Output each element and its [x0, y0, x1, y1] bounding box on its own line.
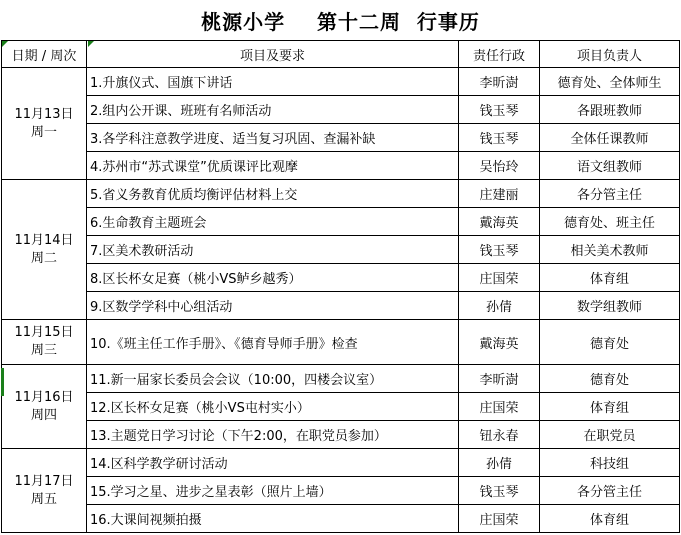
- leader-cell: 各分管主任: [540, 180, 680, 208]
- admin-cell: 李昕澍: [459, 68, 540, 96]
- table-row: [2, 365, 680, 393]
- admin-cell: 吴怡玲: [459, 152, 540, 180]
- leader-cell: 科技组: [540, 449, 680, 477]
- item-cell: 13.主题党日学习讨论（下午2:00，在职党员参加）: [87, 421, 459, 449]
- leader-cell: 体育组: [540, 393, 680, 421]
- comment-marker-icon: [2, 41, 8, 47]
- item-cell: 3.各学科注意教学进度、适当复习巩固、查漏补缺: [87, 124, 459, 152]
- table-row: [2, 208, 680, 236]
- leader-cell: 语文组教师: [540, 152, 680, 180]
- item-cell: 1.升旗仪式、国旗下讲话: [87, 68, 459, 96]
- admin-cell: 庄国荣: [459, 505, 540, 533]
- comment-marker-icon: [88, 41, 94, 47]
- schedule-table: [1, 40, 680, 533]
- leader-cell: 相关美术教师: [540, 236, 680, 264]
- leader-cell: 数学组教师: [540, 292, 680, 320]
- leader-cell: 德育处: [540, 365, 680, 393]
- date-cell-wed: [2, 320, 87, 365]
- table-row: [2, 292, 680, 320]
- item-cell: 7.区美术教研活动: [87, 236, 459, 264]
- leader-cell: 各分管主任: [540, 477, 680, 505]
- item-cell: 16.大课间视频拍摄: [87, 505, 459, 533]
- item-cell: 11.新一届家长委员会会议（10:00，四楼会议室）: [87, 365, 459, 393]
- weekday-label: 周四: [30, 407, 57, 423]
- admin-cell: 庄国荣: [459, 393, 540, 421]
- item-cell: 15.学习之星、进步之星表彰（照片上墙）: [87, 477, 459, 505]
- leader-cell: 体育组: [540, 264, 680, 292]
- admin-cell: 钱玉琴: [459, 236, 540, 264]
- selection-edge-marker: [1, 368, 4, 396]
- leader-cell: 全体任课教师: [540, 124, 680, 152]
- date-cell-fri: [2, 449, 87, 533]
- date-cell-mon: [2, 68, 87, 180]
- leader-cell: 德育处、班主任: [540, 208, 680, 236]
- leader-cell: 各跟班教师: [540, 96, 680, 124]
- header-row: [2, 41, 680, 68]
- page-title: 桃源小学 第十二周 行事历: [201, 9, 480, 34]
- admin-cell: 戴海英: [459, 320, 540, 365]
- item-cell: 6.生命教育主题班会: [87, 208, 459, 236]
- date-label: 11月15日: [14, 325, 74, 340]
- weekday-label: 周一: [30, 124, 57, 140]
- table-row: [2, 264, 680, 292]
- leader-cell: 德育处、全体师生: [540, 68, 680, 96]
- admin-cell: 孙倩: [459, 449, 540, 477]
- item-cell: 8.区长杯女足赛（桃小VS鲈乡越秀）: [87, 264, 459, 292]
- weekday-label: 周二: [30, 250, 57, 266]
- admin-cell: 钱玉琴: [459, 477, 540, 505]
- header-date: 日期 / 周次: [2, 41, 87, 68]
- date-label: 11月17日: [14, 473, 74, 489]
- item-cell: 4.苏州市“苏式课堂”优质课评比观摩: [87, 152, 459, 180]
- admin-cell: 戴海英: [459, 208, 540, 236]
- admin-cell: 庄国荣: [459, 264, 540, 292]
- weekday-label: 周五: [30, 491, 57, 507]
- table-row: [2, 320, 680, 365]
- admin-cell: 李昕澍: [459, 365, 540, 393]
- item-cell: 9.区数学学科中心组活动: [87, 292, 459, 320]
- item-cell: 2.组内公开课、班班有名师活动: [87, 96, 459, 124]
- table-row: [2, 449, 680, 477]
- header-leader: 项目负责人: [540, 41, 680, 68]
- weekday-label: 周三: [30, 343, 57, 358]
- leader-cell: 在职党员: [540, 421, 680, 449]
- date-label: 11月13日: [14, 106, 74, 122]
- table-row: [2, 152, 680, 180]
- admin-cell: 孙倩: [459, 292, 540, 320]
- table-row: [2, 180, 680, 208]
- item-cell: 10.《班主任工作手册》、《德育导师手册》检查: [87, 320, 459, 365]
- leader-cell: 德育处: [540, 320, 680, 365]
- header-item: 项目及要求: [87, 41, 459, 68]
- item-cell: 5.省义务教育优质均衡评估材料上交: [87, 180, 459, 208]
- header-admin: 责任行政: [459, 41, 540, 68]
- item-cell: 14.区科学教学研讨活动: [87, 449, 459, 477]
- table-row: [2, 393, 680, 421]
- table-row: [2, 421, 680, 449]
- admin-cell: 钱玉琴: [459, 96, 540, 124]
- admin-cell: 钱玉琴: [459, 124, 540, 152]
- table-row: [2, 477, 680, 505]
- admin-cell: 庄建丽: [459, 180, 540, 208]
- table-row: [2, 236, 680, 264]
- table-row: [2, 124, 680, 152]
- date-cell-tue: [2, 180, 87, 320]
- table-row: [2, 96, 680, 124]
- date-label: 11月14日: [14, 232, 74, 248]
- leader-cell: 体育组: [540, 505, 680, 533]
- table-row: [2, 505, 680, 533]
- admin-cell: 钮永春: [459, 421, 540, 449]
- date-cell-thu: [2, 365, 87, 449]
- table-row: [2, 68, 680, 96]
- item-cell: 12.区长杯女足赛（桃小VS屯村实小）: [87, 393, 459, 421]
- date-label: 11月16日: [14, 389, 74, 405]
